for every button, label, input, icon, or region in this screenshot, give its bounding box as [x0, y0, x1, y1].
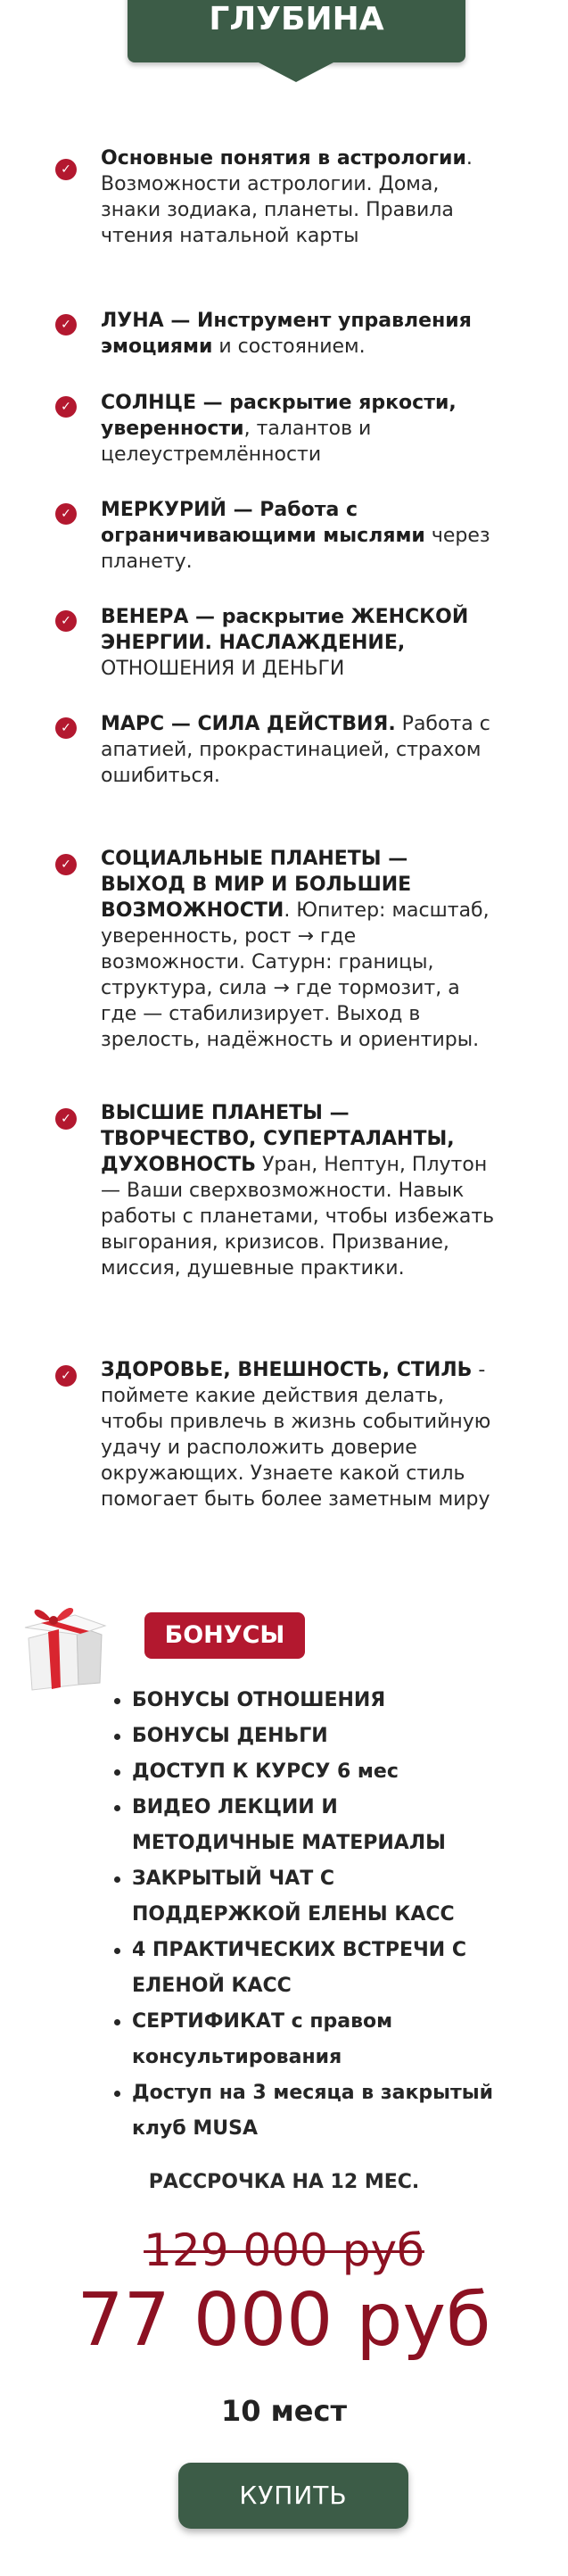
- feature-text: ЛУНА — Инструмент управления эмоциями и состоянием.: [101, 310, 472, 358]
- feature-text: ВЕНЕРА — раскрытие ЖЕНСКОЙ ЭНЕРГИИ. НАСЛАЖДЕНИЕ, ОТНОШЕНИЯ И ДЕНЬГИ: [101, 606, 469, 680]
- check-circle-icon: ✓: [55, 314, 77, 335]
- banner-tail: [259, 62, 333, 82]
- check-circle-icon: ✓: [55, 717, 77, 739]
- check-circle-icon: ✓: [55, 854, 77, 875]
- buy-button[interactable]: КУПИТЬ: [178, 2463, 408, 2529]
- bonus-item: ДОСТУП К КУРСУ 6 мес: [111, 1754, 503, 1790]
- feature-text: МАРС — СИЛА ДЕЙСТВИЯ. Работа с апатией, прокрастинацией, страхом ошибиться.: [101, 713, 490, 787]
- check-circle-icon: ✓: [55, 396, 77, 418]
- bonus-item: ЗАКРЫТЫЙ ЧАТ С ПОДДЕРЖКОЙ ЕЛЕНЫ КАСС: [111, 1861, 503, 1933]
- bonuses-badge: [144, 1612, 305, 1659]
- gift-box-icon: [20, 1595, 109, 1694]
- bonus-item: 4 ПРАКТИЧЕСКИХ ВСТРЕЧИ С ЕЛЕНОЙ КАСС: [111, 1933, 503, 2004]
- page-title: ГЛУБИНА: [209, 1, 384, 37]
- check-circle-icon: ✓: [55, 159, 77, 180]
- installment-note: РАССРОЧКА НА 12 МЕС.: [148, 2171, 420, 2193]
- seats-count: 10 мест: [220, 2394, 348, 2428]
- bonus-item: Доступ на 3 месяца в закрытый клуб MUSA: [111, 2075, 503, 2147]
- feature-text: ЗДОРОВЬЕ, ВНЕШНОСТЬ, СТИЛЬ - поймете какие действия делать, чтобы привлечь в жизнь событийную удачу и расположить доверие окружающих. Узнаете какой стиль помогает быть более заметным миру: [101, 1359, 491, 1511]
- feature-text: Основные понятия в астрологии. Возможности астрологии. Дома, знаки зодиака, планеты. Правила чтения натальной карты: [101, 147, 473, 247]
- feature-text: СОЛНЦЕ — раскрытие яркости, уверенности, талантов и целеустремлённости: [101, 392, 457, 466]
- old-price: 129 000 руб: [144, 2224, 424, 2276]
- bonus-item: СЕРТИФИКАТ с правом консультирования: [111, 2004, 503, 2075]
- bonus-item: ВИДЕО ЛЕКЦИИ И МЕТОДИЧНЫЕ МАТЕРИАЛЫ: [111, 1790, 503, 1861]
- feature-text: МЕРКУРИЙ — Работа с ограничивающими мыслями через планету.: [101, 499, 490, 573]
- bonuses-label: БОНУСЫ: [164, 1621, 285, 1649]
- new-price: 77 000 руб: [77, 2278, 491, 2363]
- check-circle-icon: ✓: [55, 1365, 77, 1387]
- check-circle-icon: ✓: [55, 503, 77, 525]
- section-title-banner: [128, 0, 465, 62]
- bonus-list: [111, 1683, 503, 2147]
- feature-text: ВЫСШИЕ ПЛАНЕТЫ — ТВОРЧЕСТВО, СУПЕРТАЛАНТЫ, ДУХОВНОСТЬ Уран, Нептун, Плутон — Ваши сверхвозможности. Навык работы с планетами, чтобы избежать выгорания, кризисов. Призвание, миссия, душевные практики.: [101, 1102, 495, 1280]
- check-circle-icon: ✓: [55, 610, 77, 632]
- feature-text: СОЦИАЛЬНЫЕ ПЛАНЕТЫ — ВЫХОД В МИР И БОЛЬШИЕ ВОЗМОЖНОСТИ. Юпитер: масштаб, уверенность, рост → где возможности. Сатурн: границы, структура, сила → где тормозит, а где — стабилизирует. Выход в зрелость, надёжность и ориентиры.: [101, 848, 490, 1051]
- bonus-item: БОНУСЫ ДЕНЬГИ: [111, 1719, 503, 1754]
- bonus-item: БОНУСЫ ОТНОШЕНИЯ: [111, 1683, 503, 1719]
- check-circle-icon: ✓: [55, 1108, 77, 1130]
